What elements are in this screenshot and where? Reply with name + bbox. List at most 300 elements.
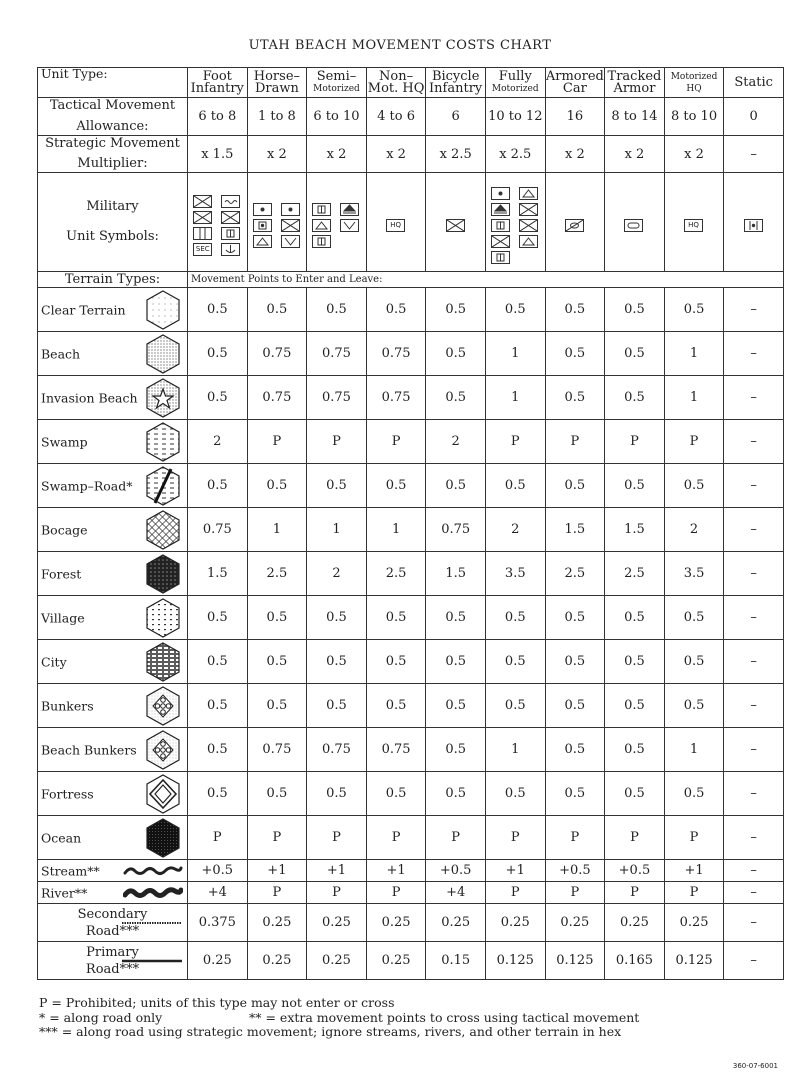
motor-m-symbol-icon [312, 235, 331, 248]
unit-type-line2: Motorized [491, 83, 539, 94]
terrain-row [38, 376, 784, 420]
infantry-x-symbol-icon [193, 211, 212, 224]
movement-cost-cell: 0.5 [366, 464, 426, 508]
unit-type-line2: Armor [613, 80, 656, 96]
unit-symbols-grid [486, 187, 545, 264]
strategic-multiplier-row-value: x 2 [664, 136, 724, 173]
unit-type-line1: Non– [379, 68, 414, 84]
unit-type-line2: Motorized [313, 83, 360, 94]
movement-cost-cell: 0.75 [366, 376, 426, 420]
movement-cost-cell: – [724, 640, 784, 684]
motor-m-symbol-icon [491, 251, 510, 264]
movement-cost-cell: 1 [485, 728, 545, 772]
movement-cost-cell: 0.25 [247, 904, 307, 942]
label-lines [38, 136, 187, 172]
label-line1: Strategic Movement [45, 136, 180, 151]
movement-cost-cell: P [485, 882, 545, 904]
infantry-x-symbol-icon [221, 211, 240, 224]
movement-cost-cell: 0.5 [485, 640, 545, 684]
river-line-icon [123, 885, 183, 901]
movement-cost-cell: P [485, 420, 545, 464]
beach-bunkers-hex-icon [145, 730, 181, 770]
motor-m-symbol-icon [312, 203, 331, 216]
hq-symbol-icon: HQ [386, 219, 405, 232]
movement-cost-cell: 1 [247, 508, 307, 552]
unit-symbols-grid [307, 203, 366, 248]
terrain-row [38, 772, 784, 816]
terrain-name: Beach [41, 346, 81, 361]
movement-cost-cell: 0.25 [605, 904, 665, 942]
movement-cost-cell: 0.5 [485, 464, 545, 508]
infantry-x-symbol-icon [519, 203, 538, 216]
movement-cost-cell: P [485, 816, 545, 860]
terrain-label-cell [38, 376, 188, 420]
bocage-hex-icon [145, 510, 181, 550]
movement-cost-cell: 1.5 [605, 508, 665, 552]
movement-cost-cell: 0.5 [426, 464, 486, 508]
unit-type-header [366, 68, 426, 98]
swamp-road-hex-icon [145, 466, 181, 506]
sec-symbol-icon: SEC [193, 243, 212, 256]
strategic-multiplier-row-label [38, 136, 188, 173]
arrow-v-symbol-icon [281, 235, 300, 248]
unit-type-line1: Static [734, 74, 773, 90]
label-line1: Tactical Movement [49, 98, 176, 113]
movement-cost-cell: P [664, 882, 724, 904]
terrain-row [38, 464, 784, 508]
movement-cost-cell: 0.5 [605, 596, 665, 640]
movement-cost-cell: 0.75 [366, 728, 426, 772]
movement-cost-cell: P [605, 816, 665, 860]
movement-cost-cell: 0.5 [426, 772, 486, 816]
movement-cost-cell: +4 [426, 882, 486, 904]
strategic-multiplier-row-value: x 1.5 [188, 136, 248, 173]
strategic-multiplier-row-value: x 2.5 [426, 136, 486, 173]
movement-cost-cell: 0.75 [426, 508, 486, 552]
unit-symbols-row [38, 173, 784, 272]
terrain-row [38, 420, 784, 464]
movement-cost-cell: 0.5 [545, 464, 605, 508]
unit-type-line1: Foot [202, 68, 232, 84]
movement-cost-cell: 0.5 [307, 596, 367, 640]
movement-cost-cell: 0.5 [188, 464, 248, 508]
tactical-movement-row-value: 6 [426, 98, 486, 136]
unit-symbols-grid [724, 219, 783, 232]
movement-cost-cell: +1 [366, 860, 426, 882]
stream-line-icon [123, 863, 183, 879]
inf-x-symbol-icon [281, 219, 300, 232]
movement-cost-cell: P [366, 816, 426, 860]
movement-cost-cell: 0.165 [605, 942, 665, 980]
movement-cost-cell: 0.5 [307, 464, 367, 508]
movement-cost-cell: 0.25 [247, 942, 307, 980]
dot-symbol-icon [491, 187, 510, 200]
footnote-road-stream [39, 1011, 639, 1026]
movement-cost-cell: 0.5 [366, 772, 426, 816]
tracked-symbol-icon [624, 219, 643, 232]
unit-type-line2: Drawn [254, 80, 299, 96]
unit-symbols-line1: Military [86, 199, 139, 214]
movement-cost-cell: 0.5 [247, 684, 307, 728]
movement-cost-cell: 0.5 [188, 332, 248, 376]
movement-cost-cell: 0.5 [188, 772, 248, 816]
movement-cost-cell: 0.5 [426, 596, 486, 640]
movement-cost-cell: P [247, 816, 307, 860]
tactical-movement-row-value: 6 to 8 [188, 98, 248, 136]
terrain-name: Village [41, 610, 85, 625]
unit-type-line2: HQ [686, 83, 702, 94]
city-hex-icon [145, 642, 181, 682]
forest-hex-icon [145, 554, 181, 594]
movement-cost-cell: 0.75 [247, 376, 307, 420]
movement-cost-cell: 2 [664, 508, 724, 552]
unit-symbols-line2: Unit Symbols: [66, 229, 159, 244]
movement-cost-cell: – [724, 728, 784, 772]
movement-cost-cell: – [724, 772, 784, 816]
unit-symbols-grid [367, 219, 426, 232]
terrain-label-cell [38, 288, 188, 332]
unit-type-header [426, 68, 486, 98]
box-dot-symbol-icon [253, 219, 272, 232]
strategic-multiplier-row-value: – [724, 136, 784, 173]
movement-cost-cell: P [664, 816, 724, 860]
terrain-row [38, 288, 784, 332]
movement-cost-cell: – [724, 860, 784, 882]
triangle-symbol-icon [312, 219, 331, 232]
movement-cost-cell: 0.5 [485, 288, 545, 332]
unit-symbols-grid [605, 219, 664, 232]
strategic-multiplier-row-value: x 2 [605, 136, 665, 173]
movement-cost-cell: – [724, 552, 784, 596]
movement-cost-cell: P [247, 420, 307, 464]
movement-cost-cell: +1 [247, 860, 307, 882]
unit-symbols-cell [366, 173, 426, 272]
label-line2: Multiplier: [77, 156, 148, 171]
unit-type-header [485, 68, 545, 98]
movement-cost-cell: P [664, 420, 724, 464]
strategic-multiplier-row-value: x 2.5 [485, 136, 545, 173]
movement-cost-cell: +4 [188, 882, 248, 904]
movement-cost-cell: 0.25 [664, 904, 724, 942]
movement-cost-cell: 0.5 [605, 464, 665, 508]
strategic-multiplier-row-value: x 2 [545, 136, 605, 173]
unit-type-line1: Fully [498, 68, 532, 84]
strategic-multiplier-row [38, 136, 784, 173]
movement-cost-cell: 1 [307, 508, 367, 552]
movement-cost-cell: – [724, 332, 784, 376]
tactical-movement-row-value: 16 [545, 98, 605, 136]
footnote-strategic: *** = along road using strategic movement; ignore streams, rivers, and other terrain in hex [39, 1024, 622, 1039]
movement-cost-cell: – [724, 596, 784, 640]
movement-cost-cell: 2.5 [605, 552, 665, 596]
triangle-symbol-icon [519, 187, 538, 200]
hq-symbol-icon: HQ [684, 219, 703, 232]
movement-cost-cell: 0.5 [307, 288, 367, 332]
tactical-movement-row-label [38, 98, 188, 136]
terrain-label-cell [38, 332, 188, 376]
movement-cost-cell: – [724, 464, 784, 508]
footnote-extra-mp: ** = extra movement points to cross using tactical movement [249, 1009, 640, 1025]
movement-cost-cell: 0.5 [247, 640, 307, 684]
terrain-label-cell [38, 464, 188, 508]
movement-cost-cell: +1 [307, 860, 367, 882]
movement-cost-cell: 1.5 [545, 508, 605, 552]
unit-type-line1: Motorized [670, 71, 718, 82]
movement-cost-cell: 0.5 [247, 772, 307, 816]
movement-cost-cell: 0.5 [188, 728, 248, 772]
unit-symbols-cell [664, 173, 724, 272]
movement-cost-cell: 0.5 [545, 332, 605, 376]
movement-cost-cell: P [307, 882, 367, 904]
road-label-cell [38, 942, 188, 980]
movement-cost-cell: 0.5 [545, 596, 605, 640]
movement-cost-cell: 1 [664, 332, 724, 376]
triangle-symbol-icon [519, 235, 538, 248]
terrain-row [38, 332, 784, 376]
movement-cost-cell: +1 [664, 860, 724, 882]
movement-cost-cell: P [247, 882, 307, 904]
waterway-row [38, 882, 784, 904]
terrain-label-cell [38, 772, 188, 816]
unit-symbols-cell [307, 173, 367, 272]
movement-cost-cell: 0.25 [426, 904, 486, 942]
movement-cost-cell: P [366, 882, 426, 904]
movement-cost-cell: 1 [485, 332, 545, 376]
movement-cost-cell: 0.5 [247, 288, 307, 332]
unit-symbols-cell [724, 173, 784, 272]
unit-symbols-cell [605, 173, 665, 272]
movement-cost-cell: 0.5 [307, 772, 367, 816]
terrain-row [38, 508, 784, 552]
unit-type-line2: Car [562, 80, 587, 96]
movement-cost-cell: – [724, 684, 784, 728]
triangle-symbol-icon [253, 235, 272, 248]
terrain-name: Swamp–Road* [41, 478, 133, 493]
movement-cost-cell: – [724, 942, 784, 980]
movement-cost-cell: +1 [485, 860, 545, 882]
movement-cost-cell: 2.5 [545, 552, 605, 596]
movement-cost-cell: 0.75 [307, 728, 367, 772]
movement-cost-cell: 0.75 [366, 332, 426, 376]
movement-cost-cell: +0.5 [188, 860, 248, 882]
tactical-movement-row-value: 10 to 12 [485, 98, 545, 136]
terrain-name: Invasion Beach [41, 390, 138, 405]
movement-cost-cell: – [724, 904, 784, 942]
movement-cost-cell: 2 [307, 552, 367, 596]
movement-cost-cell: P [307, 816, 367, 860]
movement-cost-cell: 0.5 [545, 288, 605, 332]
terrain-label-cell [38, 596, 188, 640]
movement-cost-cell: 0.5 [426, 376, 486, 420]
movement-cost-cell: 0.125 [545, 942, 605, 980]
tactical-movement-row [38, 98, 784, 136]
movement-cost-cell: 0.5 [664, 640, 724, 684]
movement-cost-cell: 0.5 [426, 684, 486, 728]
unit-symbols-cell [485, 173, 545, 272]
movement-cost-cell: 0.75 [188, 508, 248, 552]
clear-terrain-hex-icon [145, 290, 181, 330]
movement-cost-cell: 2.5 [366, 552, 426, 596]
unit-type-label: Unit Type: [38, 68, 188, 98]
movement-cost-cell: 0.5 [188, 376, 248, 420]
movement-cost-cell: +0.5 [605, 860, 665, 882]
unit-type-line1: Tracked [607, 68, 662, 84]
movement-cost-cell: 0.5 [366, 288, 426, 332]
unit-symbols-cell [426, 173, 486, 272]
movement-cost-cell: 0.5 [605, 640, 665, 684]
road-name-line2: Road*** [85, 923, 140, 939]
movement-cost-cell: 0.15 [426, 942, 486, 980]
waterway-label-cell [38, 882, 188, 904]
movement-points-label: Movement Points to Enter and Leave: [188, 272, 784, 288]
infantry-x-symbol-icon [491, 235, 510, 248]
terrain-row [38, 684, 784, 728]
unit-type-line2: Infantry [429, 80, 483, 96]
dot-symbol-icon [253, 203, 272, 216]
unit-type-header [188, 68, 248, 98]
terrain-label-cell [38, 508, 188, 552]
movement-cost-cell: 0.5 [188, 640, 248, 684]
movement-cost-cell: – [724, 508, 784, 552]
movement-cost-cell: 0.5 [307, 640, 367, 684]
terrain-label-cell [38, 684, 188, 728]
unit-symbols-cell [545, 173, 605, 272]
movement-cost-cell: 0.125 [485, 942, 545, 980]
catalog-number: 360-07-6001 [732, 1062, 778, 1070]
tactical-movement-row-value: 4 to 6 [366, 98, 426, 136]
arrow-v-symbol-icon [340, 219, 359, 232]
unit-type-header [307, 68, 367, 98]
motor-m-symbol-icon [221, 227, 240, 240]
terrain-row [38, 728, 784, 772]
unit-symbols-cell [188, 173, 248, 272]
unit-type-line1: Bicycle [431, 68, 480, 84]
movement-cost-cell: 2.5 [247, 552, 307, 596]
unit-type-line1: Semi– [316, 68, 357, 84]
movement-cost-cell: 0.25 [366, 904, 426, 942]
movement-cost-cell: 1 [664, 728, 724, 772]
movement-cost-cell: 0.75 [247, 332, 307, 376]
movement-cost-cell: 0.5 [426, 332, 486, 376]
tactical-movement-row-value: 8 to 14 [605, 98, 665, 136]
motor-m-symbol-icon [491, 219, 510, 232]
label-line2: Allowance: [76, 119, 149, 134]
terrain-label-cell [38, 728, 188, 772]
movement-cost-cell: 0.5 [605, 376, 665, 420]
terrain-label-cell [38, 420, 188, 464]
movement-cost-cell: 0.375 [188, 904, 248, 942]
movement-cost-cell: – [724, 816, 784, 860]
movement-cost-cell: 0.5 [485, 596, 545, 640]
movement-cost-cell: 0.5 [426, 288, 486, 332]
movement-cost-cell: P [605, 882, 665, 904]
waterway-row [38, 860, 784, 882]
movement-cost-cell: – [724, 376, 784, 420]
terrain-row [38, 816, 784, 860]
strategic-multiplier-row-value: x 2 [366, 136, 426, 173]
strategic-multiplier-row-value: x 2 [307, 136, 367, 173]
armored-car-symbol-icon [565, 219, 584, 232]
tactical-movement-row-value: 8 to 10 [664, 98, 724, 136]
bunkers-hex-icon [145, 686, 181, 726]
movement-cost-cell: 2 [426, 420, 486, 464]
terrain-types-label: Terrain Types: [38, 272, 188, 288]
movement-cost-cell: 0.5 [664, 772, 724, 816]
secondary-road-line-icon [121, 919, 183, 927]
terrain-row [38, 596, 784, 640]
movement-cost-cell: 0.5 [485, 772, 545, 816]
terrain-name: Beach Bunkers [41, 742, 137, 757]
movement-cost-cell: P [545, 420, 605, 464]
movement-cost-cell: P [605, 420, 665, 464]
footnotes [39, 996, 639, 1040]
terrain-row [38, 552, 784, 596]
static-symbol-icon [744, 219, 763, 232]
movement-cost-cell: 0.5 [366, 684, 426, 728]
infantry-x-symbol-icon [519, 219, 538, 232]
terrain-name: Bocage [41, 522, 88, 537]
terrain-header-row [38, 272, 784, 288]
infantry-x-symbol-icon [446, 219, 465, 232]
movement-cost-cell: 0.25 [485, 904, 545, 942]
movement-cost-cell: 1 [664, 376, 724, 420]
unit-type-line1: Horse– [253, 68, 301, 84]
road-row [38, 942, 784, 980]
road-name-line1: Secondary [77, 906, 148, 922]
movement-cost-cell: 0.5 [664, 464, 724, 508]
movement-cost-cell: 0.5 [426, 728, 486, 772]
movement-cost-cell: 0.5 [605, 728, 665, 772]
footnote-prohibited: P = Prohibited; units of this type may not enter or cross [39, 995, 395, 1010]
beach-hex-icon [145, 334, 181, 374]
movement-cost-cell: 1.5 [426, 552, 486, 596]
movement-cost-cell: 0.5 [605, 772, 665, 816]
movement-cost-cell: 0.5 [664, 684, 724, 728]
movement-cost-cell: 0.5 [188, 684, 248, 728]
movement-cost-cell: 1 [366, 508, 426, 552]
unit-symbols-grid [248, 203, 307, 248]
terrain-name: Swamp [41, 434, 88, 449]
road-row [38, 904, 784, 942]
movement-cost-cell: +0.5 [426, 860, 486, 882]
unit-symbols-cell [247, 173, 307, 272]
movement-cost-cell: 0.5 [485, 684, 545, 728]
movement-cost-cell: 0.5 [605, 332, 665, 376]
movement-cost-cell: 0.25 [545, 904, 605, 942]
tactical-movement-row-value: 1 to 8 [247, 98, 307, 136]
terrain-label-cell [38, 640, 188, 684]
unit-symbols-grid [188, 195, 247, 256]
movement-cost-cell: 0.5 [545, 376, 605, 420]
road-label-cell [38, 904, 188, 942]
invasion-beach-hex-icon [145, 378, 181, 418]
movement-cost-cell: P [545, 882, 605, 904]
terrain-label-cell [38, 816, 188, 860]
terrain-label-cell [38, 552, 188, 596]
road-name-line1: Primary [86, 944, 139, 960]
movement-cost-cell: 0.75 [307, 332, 367, 376]
movement-cost-cell: 0.75 [307, 376, 367, 420]
movement-cost-cell: 0.5 [188, 288, 248, 332]
terrain-name: Fortress [41, 786, 94, 801]
movement-cost-cell: 0.25 [307, 904, 367, 942]
movement-cost-cell: 0.5 [307, 684, 367, 728]
movement-cost-cell: 0.5 [366, 596, 426, 640]
movement-cost-cell: 1.5 [188, 552, 248, 596]
movement-cost-cell: 0.5 [545, 684, 605, 728]
movement-cost-cell: 0.5 [188, 596, 248, 640]
movement-cost-cell: 0.75 [247, 728, 307, 772]
